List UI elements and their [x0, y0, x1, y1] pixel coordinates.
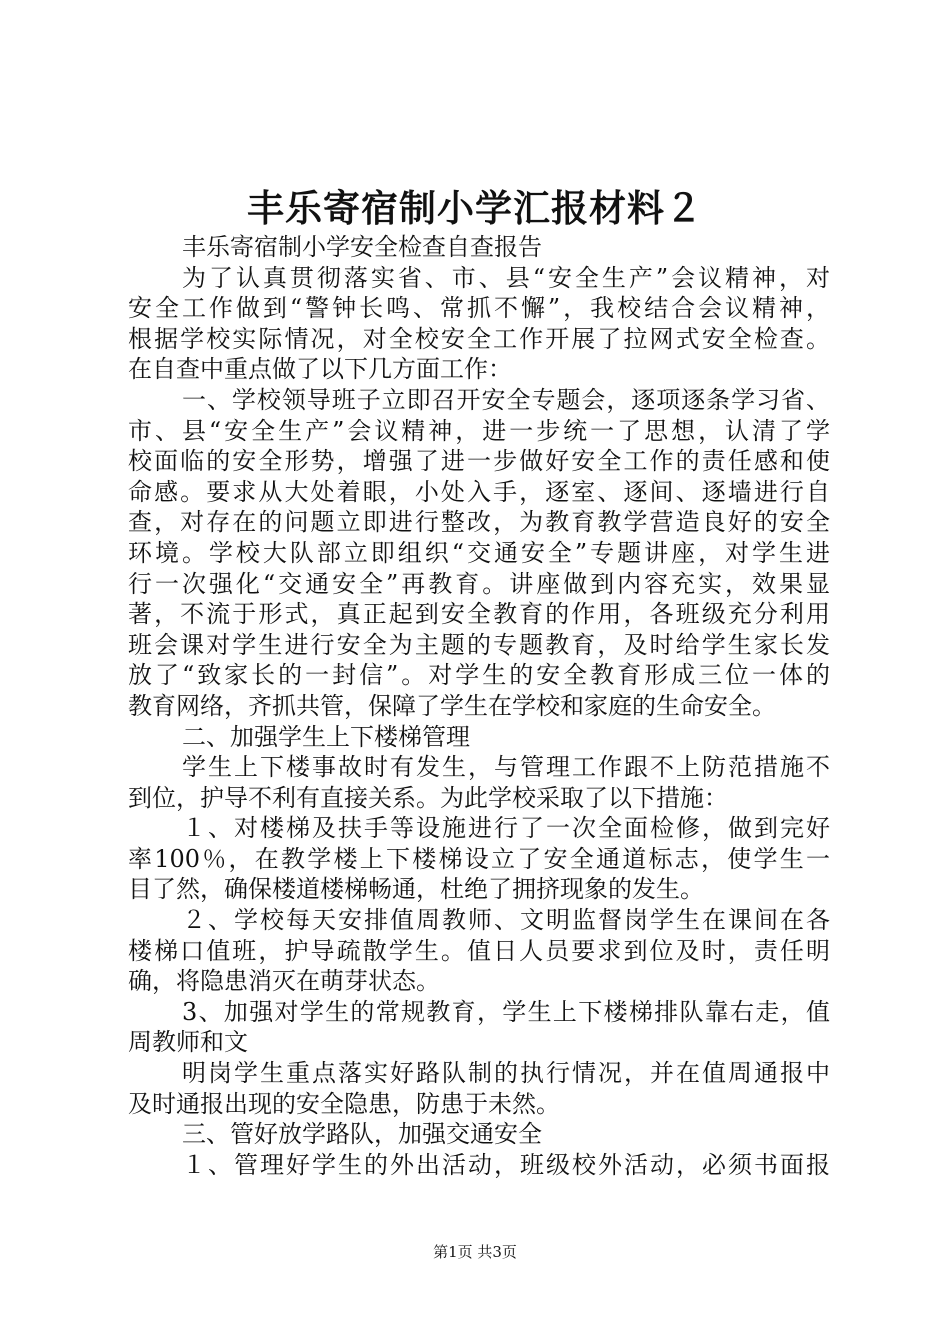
paragraph-line: 确，将隐患消灭在萌芽状态。 — [128, 967, 440, 996]
document-title: 丰乐寄宿制小学汇报材料２ — [247, 186, 703, 230]
paragraph-line: 班会课对学生进行安全为主题的专题教育，及时给学生家长发 — [128, 630, 830, 659]
page-footer: 第1页 共3页 — [433, 1243, 517, 1261]
paragraph-line: 周教师和文 — [128, 1028, 248, 1057]
paragraph-line: 明岗学生重点落实好路队制的执行情况，并在值周通报中 — [182, 1059, 830, 1088]
paragraph-line: １、管理好学生的外出活动，班级校外活动，必须书面报 — [182, 1150, 830, 1179]
paragraph-line: 及时通报出现的安全隐患，防患于未然。 — [128, 1089, 560, 1118]
paragraph-line: 环境。学校大队部立即组织“交通安全”专题讲座，对学生进 — [128, 538, 830, 567]
document-body — [128, 232, 830, 1180]
paragraph-line: 在自查中重点做了以下几方面工作： — [128, 355, 512, 384]
paragraph-line: 学生上下楼事故时有发生，与管理工作跟不上防范措施不 — [182, 753, 830, 782]
report-subtitle: 丰乐寄宿制小学安全检查自查报告 — [182, 233, 542, 261]
paragraph-line: １、对楼梯及扶手等设施进行了一次全面检修，做到完好 — [182, 814, 830, 843]
paragraph-line: 放了“致家长的一封信”。对学生的安全教育形成三位一体的 — [128, 661, 830, 690]
paragraph-line: 校面临的安全形势，增强了进一步做好安全工作的责任感和使 — [128, 447, 830, 476]
section-heading: 二、加强学生上下楼梯管理 — [182, 722, 470, 751]
section-heading: 三、管好放学路队，加强交通安全 — [182, 1120, 542, 1149]
paragraph-line: 安全工作做到“警钟长鸣、常抓不懈”，我校结合会议精神， — [128, 294, 830, 323]
paragraph-line: 率100％，在教学楼上下楼梯设立了安全通道标志，使学生一 — [128, 844, 830, 873]
paragraph-line: 教育网络，齐抓共管，保障了学生在学校和家庭的生命安全。 — [128, 691, 776, 720]
paragraph-line: 根据学校实际情况，对全校安全工作开展了拉网式安全检查。 — [128, 324, 830, 353]
paragraph-line: 一、学校领导班子立即召开安全专题会，逐项逐条学习省、 — [182, 385, 830, 414]
paragraph-line: 目了然，确保楼道楼梯畅通，杜绝了拥挤现象的发生。 — [128, 875, 704, 904]
paragraph-line: 市、县“安全生产”会议精神，进一步统一了思想，认清了学 — [128, 416, 830, 445]
paragraph-line: ２、学校每天安排值周教师、文明监督岗学生在课间在各 — [182, 906, 830, 935]
paragraph-line: 命感。要求从大处着眼，小处入手，逐室、逐间、逐墙进行自 — [128, 477, 830, 506]
paragraph-line: 楼梯口值班，护导疏散学生。值日人员要求到位及时，责任明 — [128, 936, 830, 965]
paragraph-line: 到位，护导不利有直接关系。为此学校采取了以下措施： — [128, 783, 728, 812]
paragraph-line: 为了认真贯彻落实省、市、县“安全生产”会议精神，对 — [182, 263, 830, 292]
paragraph-line: 3、加强对学生的常规教育，学生上下楼梯排队靠右走，值 — [182, 997, 830, 1026]
paragraph-line: 行一次强化“交通安全”再教育。讲座做到内容充实，效果显 — [128, 569, 830, 598]
paragraph-line: 查，对存在的问题立即进行整改，为教育教学营造良好的安全 — [128, 508, 830, 537]
paragraph-line: 著，不流于形式，真正起到安全教育的作用，各班级充分利用 — [128, 600, 830, 629]
